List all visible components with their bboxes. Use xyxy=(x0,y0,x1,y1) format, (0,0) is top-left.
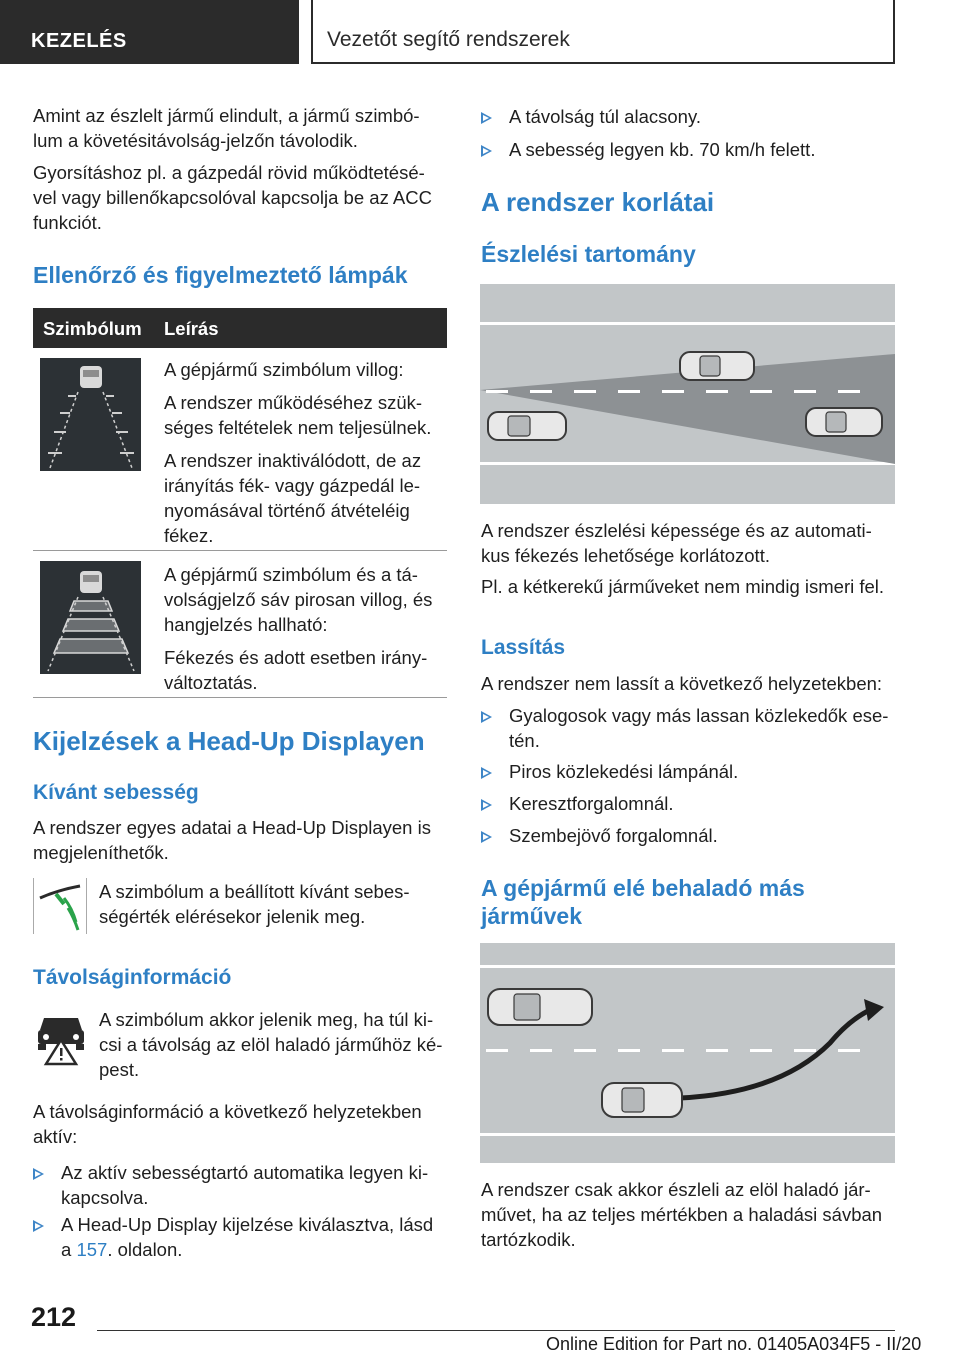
table-col-symbol: Szimbólum xyxy=(43,318,142,339)
text-line: A szimbólum akkor jelenik meg, ha túl ki- xyxy=(99,1009,434,1030)
text-line xyxy=(61,1237,433,1262)
text-line: Keresztforgalomnál. xyxy=(509,793,674,814)
text-line: tén. xyxy=(509,730,540,751)
bullet-triangle-icon xyxy=(481,767,492,779)
text-line: A távolságinformáció a következő helyzetekben xyxy=(33,1101,422,1122)
edition-footer: Online Edition for Part no. 01405A034F5 - II/20 xyxy=(546,1334,922,1354)
speed-arc-icon xyxy=(33,878,87,934)
text-line: A gépjármű szimbólum villog: xyxy=(164,359,404,380)
text-line: Fékezés és adott esetben irány- xyxy=(164,647,428,668)
text-line: A rendszer észlelési képessége és az automati- xyxy=(481,520,872,541)
row1-description xyxy=(164,357,449,548)
bullet-triangle-icon xyxy=(481,799,492,811)
list-item xyxy=(481,703,901,753)
list-item xyxy=(33,1160,453,1210)
row2-description xyxy=(164,562,449,695)
header-chapter-tab xyxy=(311,0,895,64)
table-header xyxy=(33,308,447,348)
intro-paragraph-1 xyxy=(33,103,453,153)
text-line: séges feltételek nem teljesülnek. xyxy=(164,417,432,438)
text-line: A gépjármű elé behaladó más xyxy=(481,875,805,901)
header-section-label: KEZELÉS xyxy=(31,30,127,52)
table-col-description: Leírás xyxy=(164,318,219,339)
text-line: kus fékezés lehetősége korlátozott. xyxy=(481,545,770,566)
text-line: Gyorsításhoz pl. a gázpedál rövid működtetésé- xyxy=(33,162,425,183)
text-line: A rendszer egyes adatai a Head-Up Displayen is xyxy=(33,817,431,838)
text-line: művet, ha az teljes mértékben a haladási sávban xyxy=(481,1204,883,1225)
text-line: ségérték elérésekor jelenik meg. xyxy=(99,906,366,927)
speed-symbol-text xyxy=(99,879,449,929)
text-line: A távolság túl alacsony. xyxy=(509,106,701,127)
list-item xyxy=(481,759,901,785)
bullet-triangle-icon xyxy=(33,1168,44,1180)
text-line: tartózkodik. xyxy=(481,1229,576,1250)
text-line: pest. xyxy=(99,1059,140,1080)
list-item xyxy=(33,1212,453,1262)
speed-text xyxy=(33,815,453,865)
text-line: járművek xyxy=(481,903,583,929)
hud-heading: Kijelzések a Head-Up Displayen xyxy=(33,726,425,756)
text-line: Gyalogosok vagy más lassan közlekedők ese- xyxy=(509,705,889,726)
text-line: csi a távolság az elöl haladó járműhöz ké- xyxy=(99,1034,443,1055)
header-section-tab xyxy=(0,0,299,64)
text-line: A gépjármű szimbólum és a tá- xyxy=(164,564,418,585)
text-line: hangjelzés hallható: xyxy=(164,614,328,635)
page-number: 212 xyxy=(31,1302,77,1332)
text-line: kapcsolva. xyxy=(61,1187,149,1208)
distance-active-text xyxy=(33,1099,453,1149)
list-item xyxy=(481,791,901,817)
bullet-triangle-icon xyxy=(481,831,492,843)
text-line: lum a követésitávolság-jelzőn távolodik. xyxy=(33,130,358,151)
text-line: Piros közlekedési lámpánál. xyxy=(509,761,739,782)
table-row-divider xyxy=(33,550,447,551)
text-line: A rendszer inaktiválódott, de az xyxy=(164,450,422,471)
text-line: A rendszer működéséhez szük- xyxy=(164,392,423,413)
car-distance-warning-thumbnail xyxy=(40,561,141,674)
list-item xyxy=(481,137,901,163)
range-text-2: Pl. a kétkerekű járműveket nem mindig ismeri fel. xyxy=(481,576,885,597)
text-line: Az aktív sebességtartó automatika legyen ki- xyxy=(61,1162,429,1183)
text-line: funkciót. xyxy=(33,212,102,233)
text-line: fékez. xyxy=(164,525,214,546)
bullet-triangle-icon xyxy=(481,112,492,124)
text-line: volságjelző sáv pirosan villog, és xyxy=(164,589,433,610)
cutin-text xyxy=(481,1177,901,1252)
text-line: A sebesség legyen kb. 70 km/h felett. xyxy=(509,139,816,160)
lamps-heading: Ellenőrző és figyelmeztető lámpák xyxy=(33,262,408,288)
text-line: változtatás. xyxy=(164,672,258,693)
text-fragment: a xyxy=(61,1239,77,1260)
text-line: aktív: xyxy=(33,1126,78,1147)
text-line: vel vagy billenőkapcsolóval kapcsolja be az ACC xyxy=(33,187,432,208)
distance-symbol-text xyxy=(99,1007,449,1082)
text-line: Szembejövő forgalomnál. xyxy=(509,825,718,846)
list-item xyxy=(481,104,901,130)
bullet-triangle-icon xyxy=(33,1220,44,1232)
table-bottom-rule xyxy=(33,697,447,698)
range-text-1 xyxy=(481,518,901,568)
bullet-triangle-icon xyxy=(481,145,492,157)
distance-warning-icon xyxy=(34,1008,88,1066)
range-heading: Észlelési tartomány xyxy=(481,241,696,267)
intro-paragraph-2 xyxy=(33,160,453,235)
text-line: A szimbólum a beállított kívánt sebes- xyxy=(99,881,410,902)
bullet-triangle-icon xyxy=(481,711,492,723)
text-line: irányítás fék- vagy gázpedál le- xyxy=(164,475,421,496)
detection-range-illustration xyxy=(480,284,895,504)
footer-rule xyxy=(97,1330,895,1331)
cutin-heading xyxy=(481,874,805,930)
text-line: nyomásával történő átvételéig xyxy=(164,500,410,521)
text-line: A rendszer csak akkor észleli az elöl haladó jár- xyxy=(481,1179,871,1200)
text-line: Amint az észlelt jármű elindult, a jármű szimbó- xyxy=(33,105,420,126)
slow-text: A rendszer nem lassít a következő helyzetekben: xyxy=(481,673,883,694)
page-link[interactable]: 157 xyxy=(76,1239,108,1260)
text-line: A Head-Up Display kijelzése kiválasztva, lásd xyxy=(61,1214,434,1235)
limits-heading: A rendszer korlátai xyxy=(481,187,715,217)
car-warning-thumbnail xyxy=(40,358,141,471)
speed-heading: Kívánt sebesség xyxy=(33,781,199,804)
text-line: megjeleníthetők. xyxy=(33,842,169,863)
list-item xyxy=(481,823,901,849)
header-chapter-label: Vezetőt segítő rendszerek xyxy=(327,28,570,51)
distance-heading: Távolságinformáció xyxy=(33,966,232,989)
slow-heading: Lassítás xyxy=(481,636,566,659)
cut-in-illustration xyxy=(480,943,895,1163)
text-fragment: . oldalon. xyxy=(107,1239,183,1260)
